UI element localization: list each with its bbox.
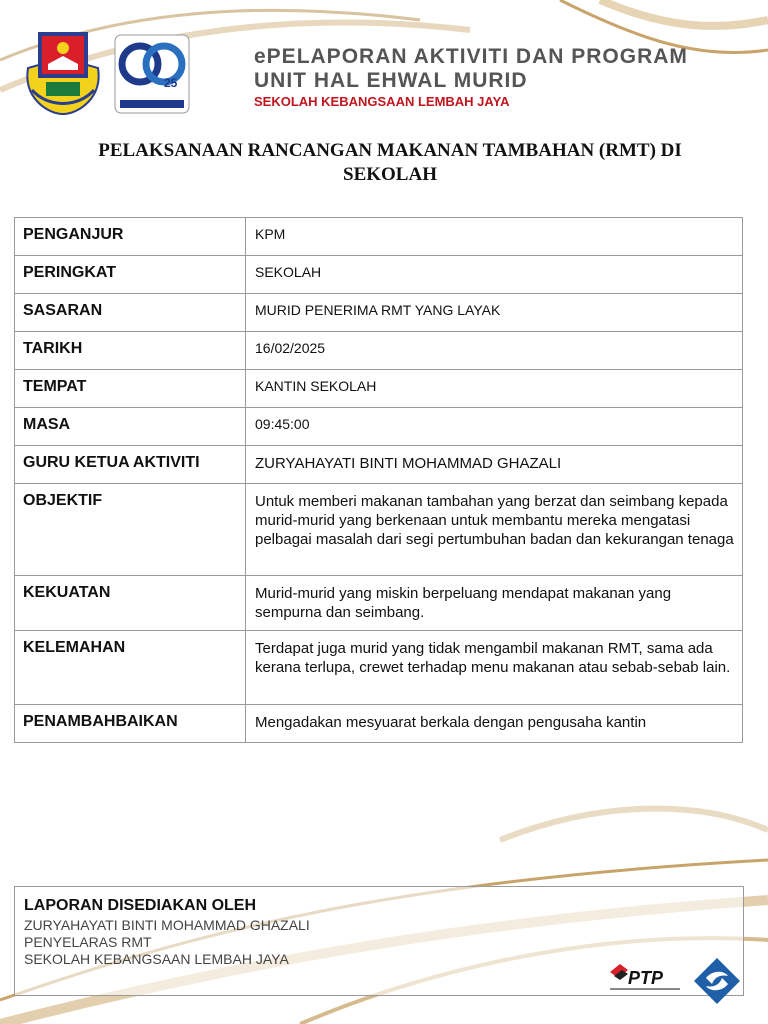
row-value: Terdapat juga murid yang tidak mengambil makanan RMT, sama ada kerana terlupa, crewet terhadap menu makanan atau sebab-sebab lain. [246, 631, 743, 705]
row-value: MURID PENERIMA RMT YANG LAYAK [246, 294, 743, 332]
header-title-line1: ePELAPORAN AKTIVITI DAN PROGRAM [254, 45, 688, 68]
table-row [15, 484, 743, 576]
row-label: SASARAN [15, 294, 246, 332]
row-value: SEKOLAH [246, 256, 743, 294]
row-label: TEMPAT [15, 370, 246, 408]
row-label: KELEMAHAN [15, 631, 246, 705]
row-label: OBJEKTIF [15, 484, 246, 576]
preparer-school: SEKOLAH KEBANGSAAN LEMBAH JAYA [24, 951, 289, 967]
row-value: 09:45:00 [246, 408, 743, 446]
row-value: Untuk memberi makanan tambahan yang berzat dan seimbang kepada murid-murid yang berkenaan untuk membantu mereka mengatasi pelbagai masalah dari segi pertumbuhan badan dan kekurangan tenaga [246, 484, 743, 576]
row-value: KANTIN SEKOLAH [246, 370, 743, 408]
row-label: TARIKH [15, 332, 246, 370]
report-header [0, 0, 768, 130]
table-row [15, 294, 743, 332]
row-value: KPM [246, 218, 743, 256]
row-value: 16/02/2025 [246, 332, 743, 370]
table-row [15, 256, 743, 294]
document-title: PELAKSANAAN RANCANGAN MAKANAN TAMBAHAN (RMT) DI SEKOLAH [98, 140, 682, 185]
header-title-line2: UNIT HAL EHWAL MURID [254, 69, 528, 92]
activity-info-table [14, 217, 743, 743]
row-value: ZURYAHAYATI BINTI MOHAMMAD GHAZALI [246, 446, 743, 484]
table-row [15, 446, 743, 484]
row-label: PERINGKAT [15, 256, 246, 294]
table-row [15, 631, 743, 705]
table-row [15, 218, 743, 256]
25-years-logo [114, 34, 190, 114]
school-crest-logo [18, 28, 108, 118]
row-label: KEKUATAN [15, 576, 246, 631]
row-label: PENGANJUR [15, 218, 246, 256]
row-value: Murid-murid yang miskin berpeluang mendapat makanan yang sempurna dan seimbang. [246, 576, 743, 631]
diamond-logo [692, 956, 742, 1006]
header-school-name: SEKOLAH KEBANGSAAN LEMBAH JAYA [254, 94, 510, 109]
preparer-name: ZURYAHAYATI BINTI MOHAMMAD GHAZALI [24, 917, 310, 933]
table-row [15, 332, 743, 370]
ptp-logo [606, 958, 686, 996]
table-row [15, 576, 743, 631]
row-label: GURU KETUA AKTIVITI [15, 446, 246, 484]
row-value: Mengadakan mesyuarat berkala dengan pengusaha kantin [246, 705, 743, 743]
table-row [15, 705, 743, 743]
preparer-position: PENYELARAS RMT [24, 934, 152, 950]
ptp-logo-text: PTP [628, 968, 664, 988]
row-label: MASA [15, 408, 246, 446]
logo-25-number: 25 [164, 76, 178, 90]
row-label: PENAMBAHBAIKAN [15, 705, 246, 743]
prepared-by-heading: LAPORAN DISEDIAKAN OLEH [24, 897, 257, 914]
table-row [15, 370, 743, 408]
table-row [15, 408, 743, 446]
